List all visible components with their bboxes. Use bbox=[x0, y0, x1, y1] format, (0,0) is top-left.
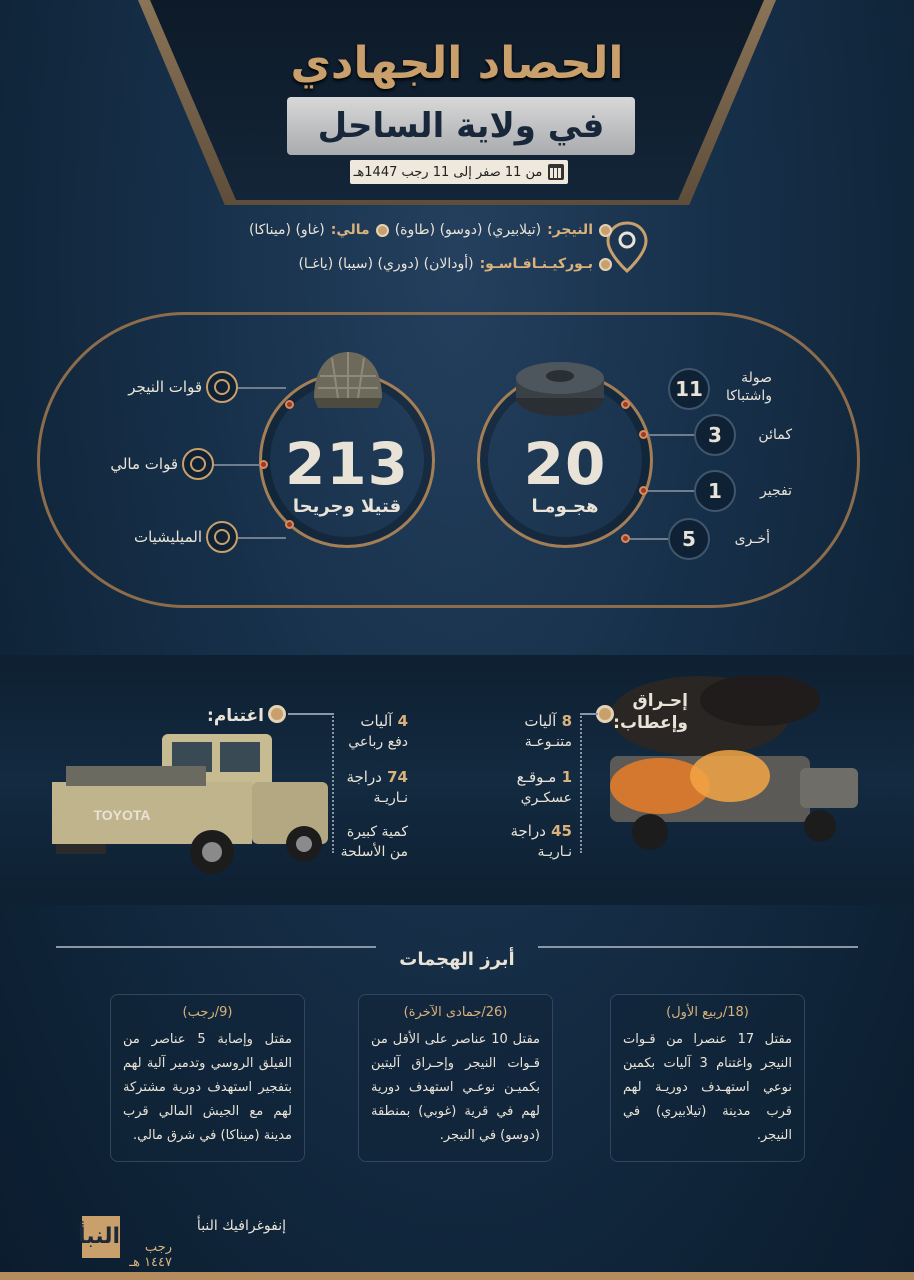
connector-line bbox=[288, 713, 332, 715]
card-body: مقتل 17 عنصرا من قـوات النيجر واغتنام 3 آليات بكمين نوعي استهـدف دوريـة لهم قرب مدينة (تيلابيري) في النيجر. bbox=[623, 1032, 793, 1143]
divider-line bbox=[538, 946, 858, 948]
card-body: مقتل 10 عناصر على الأقل من قـوات النيجر وإحـراق آليتين بكميـن نوعـي استهدف دورية لهم في قرية (غوبي) بمنطقة (دوسو) في النيجر. bbox=[371, 1032, 540, 1143]
country-areas: (أودالان) (دوري) (سيبا) (ياغـا) bbox=[298, 256, 474, 272]
section-ornament bbox=[268, 705, 286, 723]
connector-line bbox=[648, 490, 696, 492]
attacks-total: 20 bbox=[523, 430, 607, 498]
country-areas: (تيلابيري) (دوسو) (طاوة) bbox=[394, 222, 542, 238]
connector-knot bbox=[285, 520, 294, 529]
stat-label: صولة واشتباكا bbox=[725, 370, 772, 404]
stat-label: أخـرى bbox=[734, 531, 770, 547]
highlight-card bbox=[358, 994, 553, 1162]
force-label: قوات مالي bbox=[110, 455, 178, 473]
connector-knot bbox=[639, 430, 648, 439]
bullet-dot bbox=[376, 224, 389, 237]
booty-item-sub: نـاريـة bbox=[373, 790, 408, 806]
burning-item-num: 8 bbox=[561, 712, 572, 730]
page-title: الحصاد الجهادي bbox=[290, 38, 624, 89]
burning-item-sub: عسكـري bbox=[520, 790, 572, 806]
card-date: (9/رجب) bbox=[182, 1005, 233, 1020]
connector-line bbox=[630, 538, 670, 540]
bullet-dot bbox=[599, 258, 612, 271]
calendar-icon bbox=[548, 164, 564, 180]
booty-item bbox=[340, 712, 408, 730]
landmine-icon bbox=[512, 358, 608, 420]
connector-knot bbox=[259, 460, 268, 469]
footer-date: رجب ١٤٤٧ هـ bbox=[129, 1240, 172, 1270]
pickup-truck-image bbox=[52, 726, 332, 886]
stat-label: تفجير bbox=[760, 483, 792, 499]
location-row-1 bbox=[249, 222, 612, 238]
crosshair-icon bbox=[182, 448, 214, 480]
country-name: مالي: bbox=[330, 222, 370, 238]
connector-line bbox=[212, 464, 260, 466]
highlights-title: أبرز الهجمات bbox=[399, 949, 515, 970]
subtitle-box bbox=[287, 97, 635, 155]
divider-line bbox=[56, 946, 376, 948]
burning-item bbox=[498, 712, 572, 730]
casualties-total: 213 bbox=[284, 430, 410, 498]
booty-item-text: كمية كبيرة bbox=[346, 824, 408, 840]
burning-item bbox=[498, 822, 572, 840]
stat-number: 11 bbox=[668, 368, 710, 410]
burning-item-num: 45 bbox=[551, 822, 572, 840]
highlight-card bbox=[610, 994, 805, 1162]
stat-number: 1 bbox=[694, 470, 736, 512]
booty-item-text: آليات bbox=[360, 712, 393, 730]
section-ornament bbox=[596, 705, 614, 723]
connector-knot bbox=[285, 400, 294, 409]
highlight-card bbox=[110, 994, 305, 1162]
booty-item-sub: دفع رباعي bbox=[348, 734, 408, 750]
connector-knot bbox=[639, 486, 648, 495]
booty-item bbox=[340, 768, 408, 786]
booty-title: اغتنام: bbox=[207, 706, 264, 726]
booty-item-sub: من الأسلحة bbox=[340, 844, 408, 860]
bottom-bar bbox=[0, 1272, 914, 1280]
crosshair-icon bbox=[206, 371, 238, 403]
card-date: (18/ربيع الأول) bbox=[666, 1005, 749, 1020]
connector-knot bbox=[621, 400, 630, 409]
stat-number: 3 bbox=[694, 414, 736, 456]
dotted-divider bbox=[580, 713, 582, 853]
naba-logo: النبأ bbox=[82, 1216, 120, 1258]
attacks-label: هجـومـا bbox=[531, 496, 599, 517]
date-range-text: من 11 صفر إلى 11 رجب 1447هـ bbox=[353, 164, 543, 180]
connector-line bbox=[236, 387, 286, 389]
burning-item-text: مـوقـع bbox=[516, 768, 557, 786]
booty-item-text: دراجة bbox=[346, 768, 382, 786]
bullet-dot bbox=[599, 224, 612, 237]
burning-item-text: دراجة bbox=[510, 822, 546, 840]
svg-text:TOYOTA: TOYOTA bbox=[93, 807, 151, 823]
burning-item bbox=[498, 768, 572, 786]
crosshair-icon bbox=[206, 521, 238, 553]
booty-item-num: 4 bbox=[397, 712, 408, 730]
casualties-label: قتيلا وجريحا bbox=[292, 496, 402, 517]
stat-number: 5 bbox=[668, 518, 710, 560]
footer-title: إنفوغرافيك النبأ bbox=[196, 1218, 286, 1234]
helmet-icon bbox=[308, 346, 388, 420]
card-date: (26/جمادى الآخرة) bbox=[403, 1005, 508, 1020]
connector-knot bbox=[621, 534, 630, 543]
connector-line bbox=[580, 713, 598, 715]
country-name: النيجر: bbox=[547, 222, 593, 238]
page-subtitle: في ولاية الساحل bbox=[317, 106, 605, 146]
burning-item-text: آليات bbox=[524, 712, 557, 730]
connector-line bbox=[648, 434, 696, 436]
force-label: قوات النيجر bbox=[128, 378, 202, 396]
burning-item-num: 1 bbox=[561, 768, 572, 786]
location-row-2 bbox=[298, 256, 612, 272]
burning-title: إحـراق وإعطاب: bbox=[613, 691, 688, 733]
force-label: الميليشيات bbox=[133, 528, 202, 546]
card-body: مقتل وإصابة 5 عناصر من الفيلق الروسي وتدمير آلية لهم بتفجير استهدف دورية مشتركة لهم مع الجيش المالي قرب مدينة (ميناكا) في شرق مالي. bbox=[123, 1032, 292, 1143]
burning-item-sub: متنـوعـة bbox=[524, 734, 572, 750]
booty-item-num: 74 bbox=[387, 768, 408, 786]
date-range bbox=[350, 160, 568, 184]
burning-item-sub: نـاريـة bbox=[537, 844, 572, 860]
country-name: بـوركيـنـافـاسـو: bbox=[479, 256, 593, 272]
country-areas: (غاو) (ميناكا) bbox=[248, 222, 325, 238]
stat-label: كمائن bbox=[758, 427, 792, 443]
connector-line bbox=[236, 537, 286, 539]
